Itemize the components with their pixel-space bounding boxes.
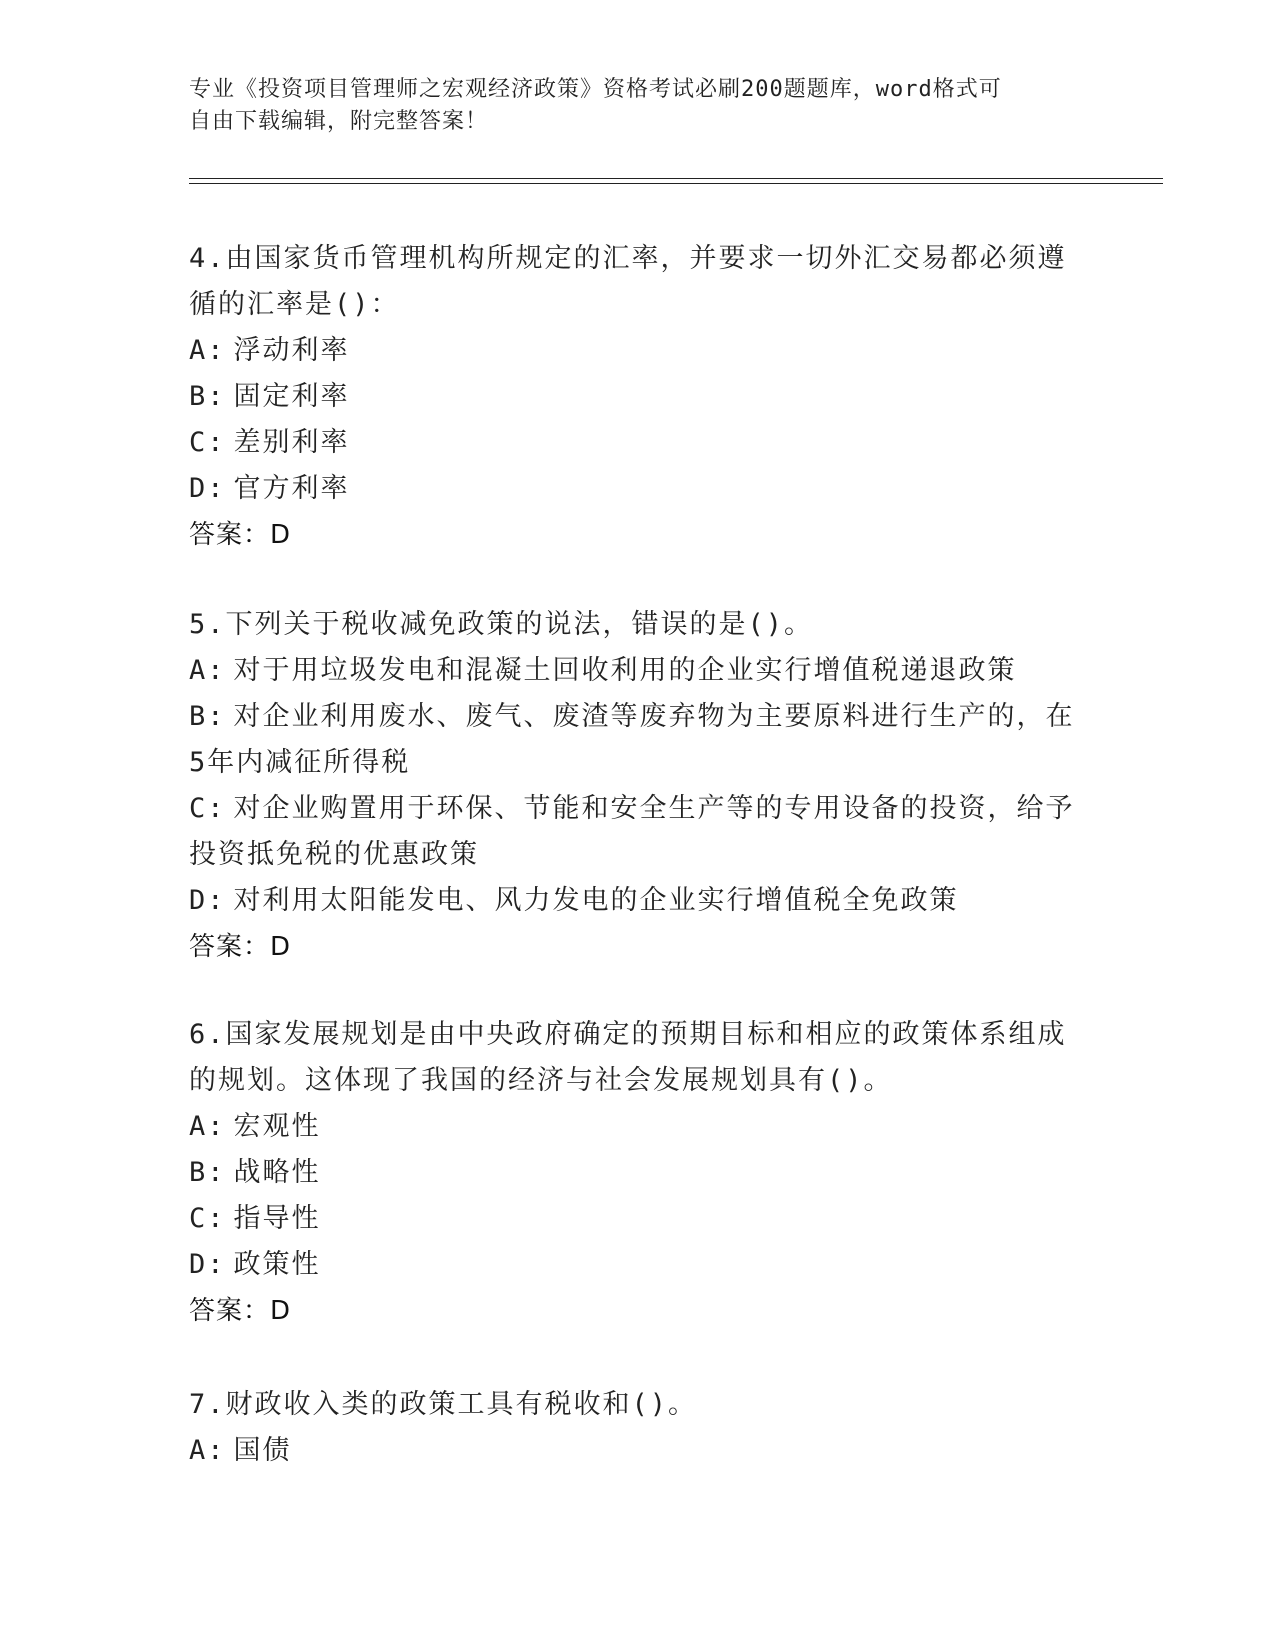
answer-line: 答案：D	[189, 1296, 292, 1326]
header-divider-bottom	[189, 183, 1163, 184]
option-text: 战略性	[233, 1157, 321, 1188]
option-separator: :	[207, 885, 226, 916]
option-text: 宏观性	[233, 1111, 321, 1142]
option-d	[189, 878, 1089, 924]
option-text: 政策性	[233, 1249, 321, 1280]
option-a	[189, 1428, 1089, 1474]
option-letter: B	[189, 701, 208, 732]
option-text: 国债	[233, 1435, 292, 1466]
option-d	[189, 466, 1089, 512]
option-text: 对企业利用废水、废气、废渣等废弃物为主要原料进行生产的，在	[233, 701, 1075, 732]
option-separator: :	[207, 427, 226, 458]
option-letter: A	[189, 655, 208, 686]
option-separator: :	[207, 1249, 226, 1280]
option-a	[189, 648, 1089, 694]
option-text: 固定利率	[233, 381, 350, 412]
option-separator: :	[207, 1203, 226, 1234]
question-6	[189, 1012, 1089, 1334]
option-text: 对企业购置用于环保、节能和安全生产等的专用设备的投资，给予	[233, 793, 1075, 824]
option-text: 对利用太阳能发电、风力发电的企业实行增值税全免政策	[233, 885, 959, 916]
option-c	[189, 420, 1089, 466]
option-letter: C	[189, 1203, 208, 1234]
option-letter: B	[189, 381, 208, 412]
header-line-1: 专业《投资项目管理师之宏观经济政策》资格考试必刷200题题库，word格式可	[189, 77, 1002, 102]
option-separator: :	[207, 473, 226, 504]
option-letter: D	[189, 1249, 208, 1280]
option-text: 对于用垃圾发电和混凝土回收利用的企业实行增值税递退政策	[233, 655, 1017, 686]
option-text: 指导性	[233, 1203, 321, 1234]
option-c	[189, 1196, 1089, 1242]
question-stem-line-1: 7.财政收入类的政策工具有税收和()。	[189, 1389, 698, 1420]
option-text: 浮动利率	[233, 335, 350, 366]
option-separator: :	[207, 655, 226, 686]
question-4	[189, 236, 1089, 558]
option-separator: :	[207, 1435, 226, 1466]
option-separator: :	[207, 1111, 226, 1142]
option-separator: :	[207, 1157, 226, 1188]
option-letter: A	[189, 1111, 208, 1142]
option-separator: :	[207, 335, 226, 366]
question-5	[189, 602, 1089, 970]
option-letter: A	[189, 335, 208, 366]
question-stem-line-1: 4.由国家货币管理机构所规定的汇率，并要求一切外汇交易都必须遵	[189, 243, 1067, 274]
option-letter: A	[189, 1435, 208, 1466]
question-7	[189, 1382, 1089, 1474]
option-c-continued: 投资抵免税的优惠政策	[189, 839, 479, 870]
question-stem-line-2: 循的汇率是()：	[189, 289, 400, 320]
option-letter: C	[189, 793, 208, 824]
option-a	[189, 328, 1089, 374]
option-b	[189, 374, 1089, 420]
option-c	[189, 786, 1089, 832]
option-text: 官方利率	[233, 473, 350, 504]
option-d	[189, 1242, 1089, 1288]
option-letter: D	[189, 473, 208, 504]
option-text: 差别利率	[233, 427, 350, 458]
option-separator: :	[207, 701, 226, 732]
option-letter: B	[189, 1157, 208, 1188]
document-header	[189, 74, 1089, 138]
question-stem-line-1: 5.下列关于税收减免政策的说法，错误的是()。	[189, 609, 814, 640]
option-separator: :	[207, 381, 226, 412]
answer-line: 答案：D	[189, 932, 292, 962]
option-letter: D	[189, 885, 208, 916]
option-b	[189, 1150, 1089, 1196]
option-letter: C	[189, 427, 208, 458]
answer-line: 答案：D	[189, 520, 292, 550]
question-stem-line-2: 的规划。这体现了我国的经济与社会发展规划具有()。	[189, 1065, 893, 1096]
option-b-continued: 5年内减征所得税	[189, 747, 411, 778]
option-b	[189, 694, 1089, 740]
question-stem-line-1: 6.国家发展规划是由中央政府确定的预期目标和相应的政策体系组成	[189, 1019, 1067, 1050]
header-line-2: 自由下载编辑，附完整答案！	[189, 109, 489, 134]
header-divider-top	[189, 178, 1163, 179]
option-a	[189, 1104, 1089, 1150]
option-separator: :	[207, 793, 226, 824]
